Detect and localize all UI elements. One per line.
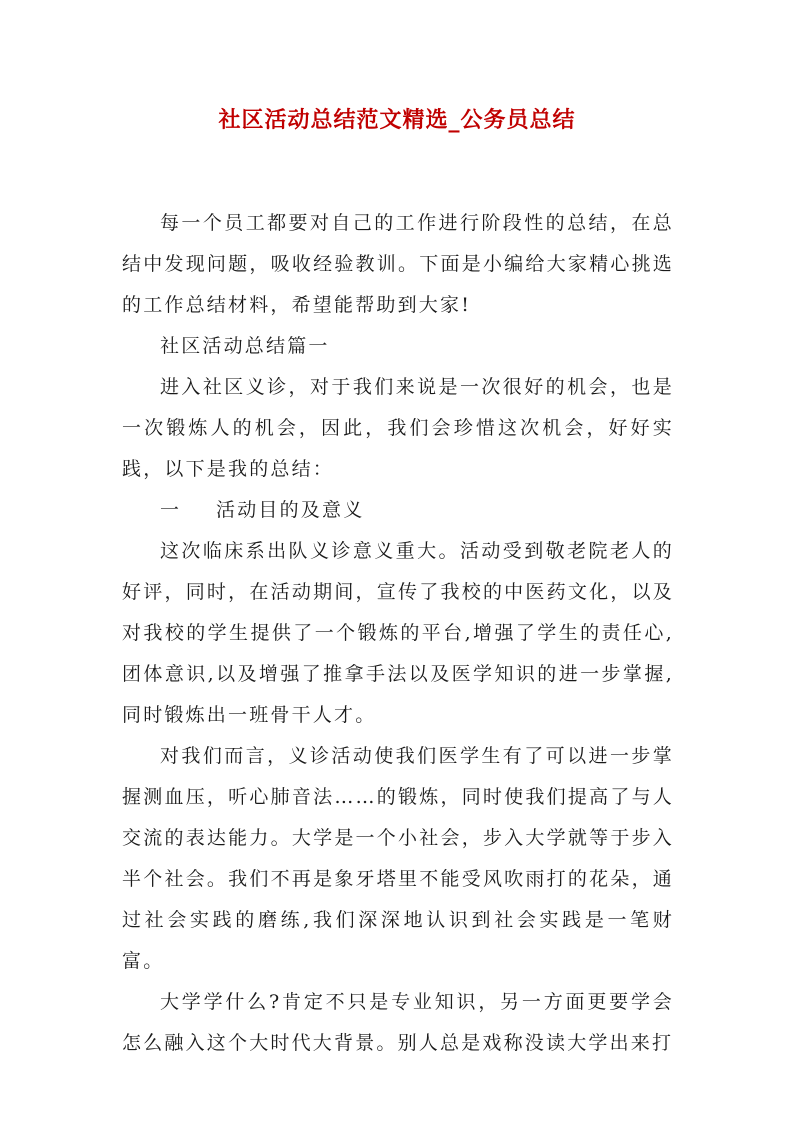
heading-1-text: 活动目的及意义 <box>216 499 365 521</box>
document-title: 社区活动总结范文精选_公务员总结 <box>218 107 576 133</box>
section-title: 社区活动总结篇一 <box>160 335 330 357</box>
heading-1-number: 一 <box>160 499 182 521</box>
paragraph-2: 这次临床系出队义诊意义重大。活动受到敬老院老人的好评，同时，在活动期间，宣传了我校的中医药文化，以及对我校的学生提供了一个锻炼的平台,增强了学生的责任心,团体意识,以及增强了推拿手法以及医学知识的进一步掌握,同时锻炼出一班骨干人才。 <box>122 540 674 726</box>
paragraph-1: 进入社区义诊，对于我们来说是一次很好的机会，也是一次锻炼人的机会，因此，我们会珍惜这次机会，好好实践，以下是我的总结： <box>122 376 674 480</box>
heading-1 <box>122 490 674 531</box>
paragraph-4: 大学学什么?肯定不只是专业知识，另一方面更要学会怎么融入这个大时代大背景。别人总是戏称没读大学出来打 <box>122 991 674 1054</box>
intro-paragraph: 每一个员工都要对自己的工作进行阶段性的总结，在总结中发现问题，吸收经验教训。下面是小编给大家精心挑选的工作总结材料，希望能帮助到大家! <box>122 212 674 316</box>
paragraph-3: 对我们而言，义诊活动使我们医学生有了可以进一步掌握测血压，听心肺音法……的锻炼，同时使我们提高了与人交流的表达能力。大学是一个小社会，步入大学就等于步入半个社会。我们不再是象牙塔里不能受风吹雨打的花朵，通过社会实践的磨练,我们深深地认识到社会实践是一笔财富。 <box>122 745 674 972</box>
document-body <box>122 203 674 1064</box>
